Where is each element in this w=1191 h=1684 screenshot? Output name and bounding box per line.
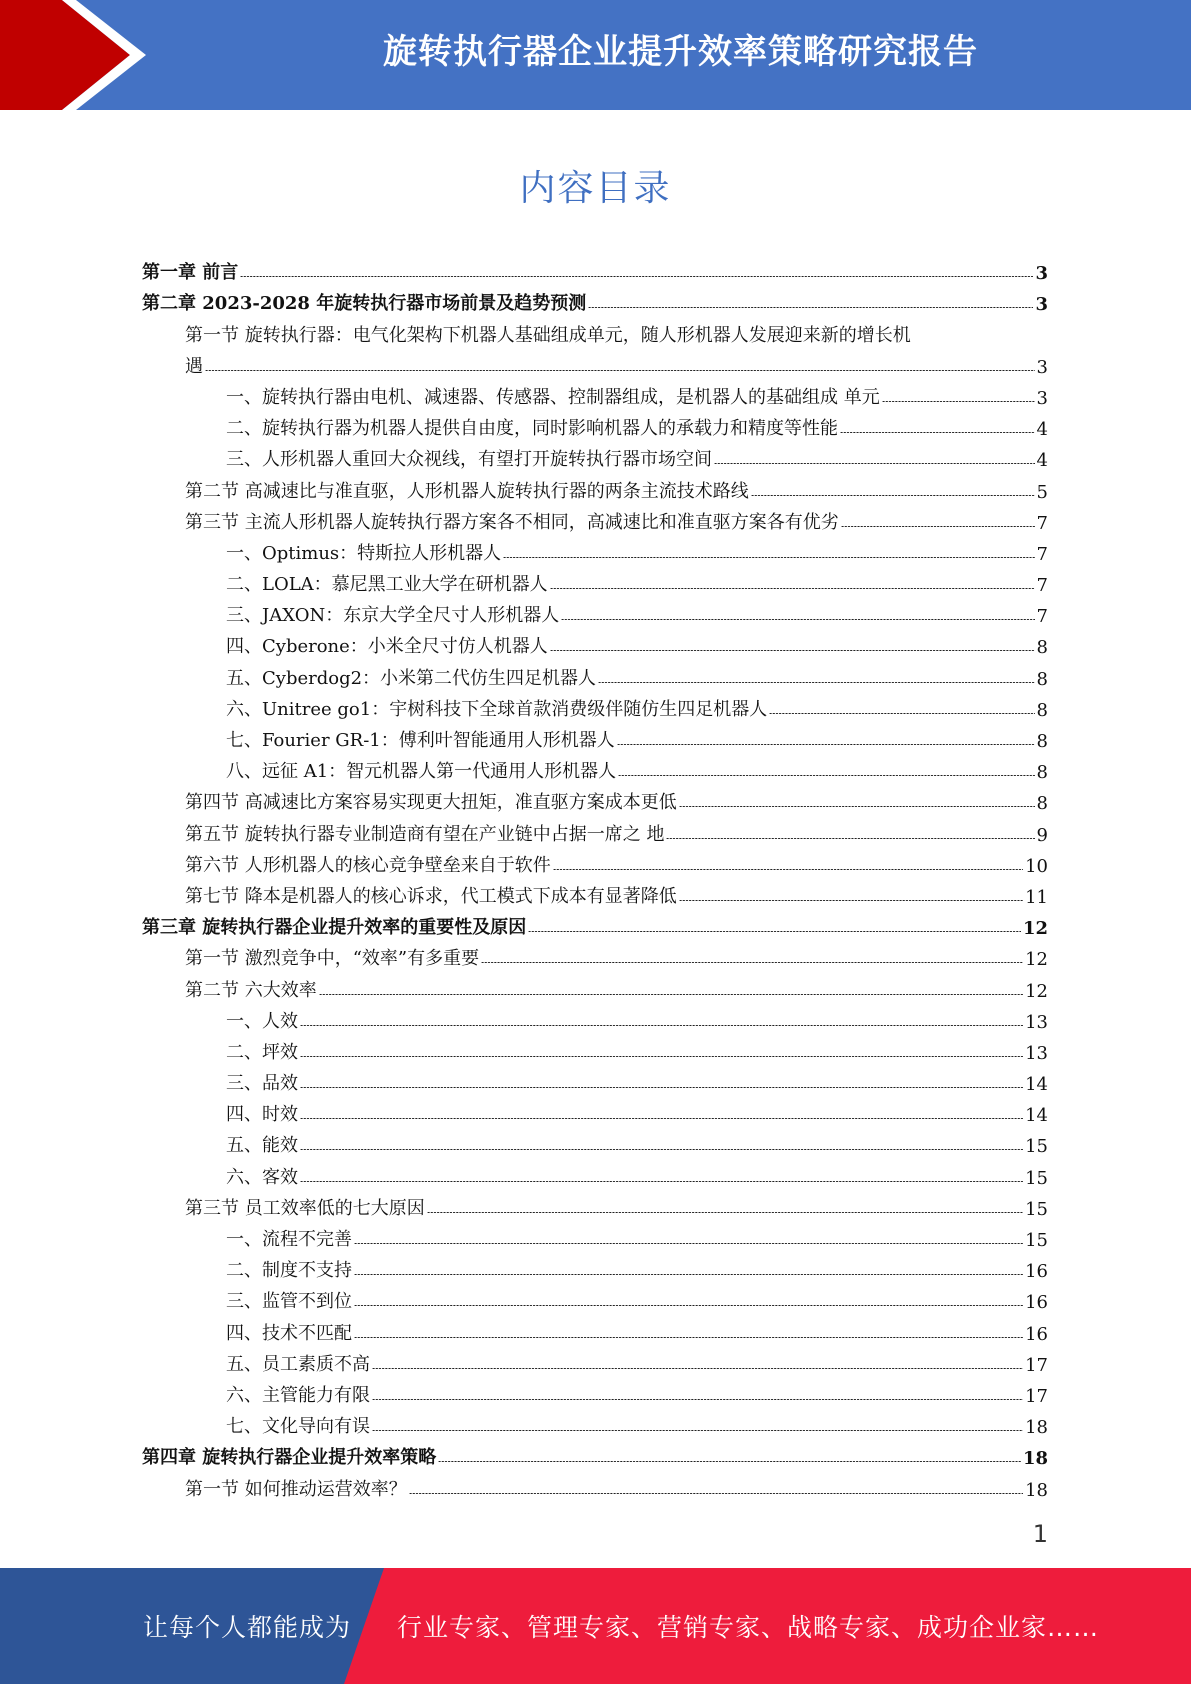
toc-dot-leader: [553, 869, 1023, 870]
toc-entry-page: 15: [1025, 1136, 1048, 1158]
toc-dot-leader: [588, 307, 1033, 308]
toc-entry-row: [142, 284, 1048, 315]
toc-dot-leader: [840, 432, 1035, 433]
toc-entry-text: 第三章 旋转执行器企业提升效率的重要性及原因: [142, 917, 527, 939]
toc-entry-page: 4: [1036, 419, 1048, 441]
toc-entry-page: 17: [1025, 1354, 1048, 1376]
toc-entry-row: [142, 1126, 1048, 1157]
toc-entry-text: 四、Cyberone：小米全尺寸仿人机器人: [226, 636, 548, 658]
toc-entry-page: 14: [1025, 1105, 1048, 1127]
toc-entry[interactable]: [142, 1376, 1048, 1407]
toc-entry-page: 11: [1025, 886, 1048, 908]
toc-dot-leader: [666, 838, 1034, 839]
toc-entry-row: [142, 1220, 1048, 1251]
toc-entry-page: 7: [1036, 512, 1048, 534]
toc-entry-row: [142, 1002, 1048, 1033]
toc-entry-text: 第三节 员工效率低的七大原因: [185, 1197, 425, 1219]
toc-entry-page: 8: [1036, 668, 1048, 690]
toc-entry-row: [142, 658, 1048, 689]
toc-entry-page: 8: [1036, 637, 1048, 659]
toc-entry-row: [142, 814, 1048, 845]
toc-dot-leader: [300, 1025, 1023, 1026]
toc-entry-text: 三、JAXON：东京大学全尺寸人形机器人: [226, 605, 560, 627]
toc-entry-text: 二、坪效: [226, 1041, 298, 1063]
toc-entry-page: 18: [1022, 1448, 1048, 1470]
toc-entry-row: [142, 908, 1048, 939]
toc-entry-page: 4: [1036, 450, 1048, 472]
toc-entry-row: [142, 1313, 1048, 1344]
footer-band: [0, 1568, 1191, 1684]
header-band: [0, 0, 1191, 110]
toc-entry[interactable]: [142, 1251, 1048, 1282]
toc-entry-row: [142, 378, 1048, 409]
toc-entry-text: 七、Fourier GR-1：傅利叶智能通用人形机器人: [226, 730, 615, 751]
toc-entry[interactable]: [142, 752, 1048, 783]
toc-entry[interactable]: [142, 440, 1048, 471]
toc-dot-leader: [372, 1368, 1023, 1369]
toc-entry-text: 第一节 如何推动运营效率？: [185, 1478, 407, 1500]
toc-entry-text: 第四节 高减速比方案容易实现更大扭矩，准直驱方案成本更低: [185, 792, 677, 814]
toc-entry-text: 五、能效: [226, 1135, 298, 1157]
toc-entry-text: 三、监管不到位: [226, 1291, 352, 1313]
toc-entry-page: 16: [1025, 1292, 1048, 1314]
toc-entry-text: 五、员工素质不高: [226, 1353, 370, 1375]
toc-entry[interactable]: [142, 627, 1048, 658]
toc-entry[interactable]: [142, 1126, 1048, 1157]
toc-entry[interactable]: [142, 1282, 1048, 1313]
footer-slogan-left: 让每个人都能成为: [143, 1613, 352, 1642]
toc-dot-leader: [240, 276, 1033, 277]
toc-entry-text: 第二节 六大效率: [185, 979, 317, 1001]
toc-dot-leader: [427, 1212, 1023, 1213]
toc-entry[interactable]: [142, 284, 1048, 315]
toc-entry-text: 六、Unitree go1：宇树科技下全球首款消费级伴随仿生四足机器人: [226, 698, 768, 720]
toc-entry[interactable]: [142, 970, 1048, 1001]
toc-entry-text: 二、LOLA：慕尼黑工业大学在研机器人: [226, 574, 548, 596]
report-title: 旋转执行器企业提升效率策略研究报告: [383, 32, 978, 72]
toc-entry-page: 10: [1025, 855, 1048, 877]
toc-entry-row: [142, 440, 1048, 471]
toc-entry-row: [142, 1033, 1048, 1064]
toc-entry-page: 15: [1025, 1167, 1048, 1189]
header-chevron-icon: [0, 0, 160, 110]
toc-entry-row: [142, 1157, 1048, 1188]
toc-entry-page: 7: [1036, 543, 1048, 565]
toc-entry-text: 四、技术不匹配: [226, 1322, 352, 1344]
toc-dot-leader: [561, 619, 1034, 620]
toc-entry-page: 15: [1025, 1230, 1048, 1251]
toc-dot-leader: [679, 806, 1035, 807]
toc-entry-row: [142, 721, 1048, 752]
toc-entry-text: 第一节 激烈竞争中，“效率”有多重要: [185, 948, 480, 970]
toc-entry-row: [142, 1064, 1048, 1095]
toc-entry[interactable]: [142, 846, 1048, 877]
toc-entry-page: 18: [1025, 1417, 1048, 1439]
toc-dot-leader: [617, 744, 1035, 745]
toc-entry-text: 第四章 旋转执行器企业提升效率策略: [142, 1447, 437, 1469]
toc-entry-page: 8: [1036, 731, 1048, 752]
toc-entry[interactable]: [142, 409, 1048, 440]
toc-entry[interactable]: [142, 471, 1048, 502]
toc-entry-text: 五、Cyberdog2：小米第二代仿生四足机器人: [226, 667, 597, 689]
toc-dot-leader: [751, 495, 1035, 496]
footer-slogan-right: 行业专家、管理专家、营销专家、战略专家、成功企业家……: [397, 1613, 1100, 1642]
toc-entry-row: [142, 596, 1048, 627]
toc-entry-row: [142, 1282, 1048, 1313]
toc-entry-page: 3: [1035, 263, 1048, 285]
toc-entry-text: 四、时效: [226, 1104, 298, 1126]
toc-dot-leader: [354, 1274, 1023, 1275]
toc-entry-row: [142, 503, 1048, 534]
toc-entry-row: [142, 1438, 1048, 1469]
toc-entry-page: 16: [1025, 1261, 1048, 1283]
toc-dot-leader: [550, 588, 1035, 589]
toc-entry-text: 第一章 前言: [142, 262, 239, 284]
toc-entry-text: 八、远征 A1：智元机器人第一代通用人形机器人: [226, 761, 617, 783]
toc-entry[interactable]: [142, 1002, 1048, 1033]
toc-entry-row: [142, 1095, 1048, 1126]
toc-entry[interactable]: [142, 596, 1048, 627]
toc-dot-leader: [618, 775, 1034, 776]
toc-entry[interactable]: [142, 1033, 1048, 1064]
toc-entry-page: 8: [1036, 793, 1048, 815]
toc-entry-row: [142, 1469, 1048, 1500]
toc-entry[interactable]: [142, 378, 1048, 409]
toc-entry-row: [142, 752, 1048, 783]
toc-dot-leader: [769, 713, 1034, 714]
toc-entry-page: 3: [1035, 294, 1048, 316]
toc-entry-page: 12: [1022, 918, 1048, 940]
toc-entry-page: 7: [1036, 575, 1048, 597]
toc-entry[interactable]: [142, 721, 1048, 752]
toc-entry-text: 第五节 旋转执行器专业制造商有望在产业链中占据一席之 地: [185, 823, 665, 845]
toc-dot-leader: [409, 1493, 1023, 1494]
toc-entry-page: 3: [1036, 387, 1048, 409]
toc-entry-page: 12: [1025, 980, 1048, 1002]
toc-dot-leader: [679, 900, 1023, 901]
toc-entry-text: 第七节 降本是机器人的核心诉求，代工模式下成本有显著降低: [185, 885, 677, 907]
toc-entry-page: 15: [1025, 1198, 1048, 1220]
toc-entry[interactable]: [142, 1313, 1048, 1344]
toc-dot-leader: [300, 1118, 1023, 1119]
toc-entry-page: 5: [1036, 481, 1048, 503]
toc-dot-leader: [481, 962, 1023, 963]
toc-entry-row: [142, 877, 1048, 908]
toc-entry[interactable]: [142, 1157, 1048, 1188]
toc-entry[interactable]: [142, 1095, 1048, 1126]
toc-dot-leader: [354, 1337, 1023, 1338]
toc-entry[interactable]: [142, 534, 1048, 565]
toc-entry[interactable]: [142, 1407, 1048, 1438]
toc-entry-text: 第二章 2023-2028 年旋转执行器市场前景及趋势预测: [142, 293, 587, 315]
toc-heading: 内容目录: [519, 168, 672, 209]
toc-dot-leader: [503, 557, 1034, 558]
toc-entry-row: [142, 1251, 1048, 1282]
toc-entry[interactable]: [142, 690, 1048, 721]
toc-dot-leader: [550, 650, 1035, 651]
toc-dot-leader: [372, 1399, 1023, 1400]
toc-entry-page: 14: [1025, 1074, 1048, 1096]
toc-dot-leader: [300, 1181, 1023, 1182]
toc-entry[interactable]: [142, 783, 1048, 814]
toc-entry-row: [142, 690, 1048, 721]
toc-entry-page: 17: [1025, 1385, 1048, 1407]
toc-entry[interactable]: [142, 1469, 1048, 1500]
toc-dot-leader: [300, 1056, 1023, 1057]
toc-entry-row: [142, 1345, 1048, 1376]
toc-entry-page: 16: [1025, 1323, 1048, 1345]
toc-entry-text: 遇: [185, 355, 203, 377]
toc-dot-leader: [319, 994, 1023, 995]
toc-entry-page: 9: [1036, 824, 1048, 846]
toc-entry-text: 一、人效: [226, 1010, 298, 1032]
toc-entry-row: [142, 1376, 1048, 1407]
toc-entry[interactable]: [142, 1189, 1048, 1220]
toc-entry-page: 12: [1025, 949, 1048, 971]
toc-entry[interactable]: [142, 1220, 1048, 1251]
toc-entry-row: [142, 783, 1048, 814]
toc-entry-text: 三、人形机器人重回大众视线，有望打开旋转执行器市场空间: [226, 449, 712, 471]
toc-entry[interactable]: [142, 565, 1048, 596]
toc-entry-row: [142, 939, 1048, 970]
toc-dot-leader: [354, 1243, 1023, 1244]
toc-entry-text: 第二节 高减速比与准直驱，人形机器人旋转执行器的两条主流技术路线: [185, 480, 749, 502]
toc-entry-text: 一、Optimus：特斯拉人形机器人: [226, 542, 502, 564]
toc-entry-row: [142, 347, 1048, 378]
toc-entry-page: 7: [1036, 606, 1048, 628]
toc-dot-leader: [841, 526, 1035, 527]
toc-entry-page: 18: [1025, 1479, 1048, 1501]
toc-entry[interactable]: [142, 658, 1048, 689]
toc-entry[interactable]: [142, 503, 1048, 534]
toc-entry-text-line1: 第一节 旋转执行器：电气化架构下机器人基础组成单元，随人形机器人发展迎来新的增长机: [185, 324, 911, 346]
toc-dot-leader: [882, 401, 1035, 402]
toc-entry-page: 13: [1025, 1042, 1048, 1064]
toc-entry-row: [142, 627, 1048, 658]
page-number: 1: [1032, 1520, 1048, 1548]
toc-entry-text: 三、品效: [226, 1073, 298, 1095]
toc-entry-row: [142, 471, 1048, 502]
toc-entry-row: [142, 846, 1048, 877]
toc-entry-text: 七、文化导向有误: [226, 1416, 370, 1438]
toc-entry-row: [142, 1189, 1048, 1220]
toc-dot-leader: [372, 1430, 1023, 1431]
toc-entry[interactable]: [142, 1345, 1048, 1376]
toc-entry-page: 8: [1036, 699, 1048, 721]
toc-entry-text: 二、旋转执行器为机器人提供自由度，同时影响机器人的承载力和精度等性能: [226, 418, 838, 440]
table-of-contents: [142, 253, 1048, 1501]
toc-entry[interactable]: [142, 253, 1048, 284]
toc-entry-row: [142, 970, 1048, 1001]
toc-entry-text: 一、流程不完善: [226, 1229, 352, 1250]
toc-entry-text: 二、制度不支持: [226, 1260, 352, 1282]
toc-entry[interactable]: [142, 939, 1048, 970]
toc-entry-text: 第三节 主流人形机器人旋转执行器方案各不相同，高减速比和准直驱方案各有优劣: [185, 511, 839, 533]
toc-entry-text: 一、旋转执行器由电机、减速器、传感器、控制器组成，是机器人的基础组成 单元: [226, 386, 880, 408]
toc-entry-row: [142, 409, 1048, 440]
toc-entry-text: 六、客效: [226, 1166, 298, 1188]
toc-entry-row: [142, 1407, 1048, 1438]
toc-entry-page: 3: [1036, 356, 1048, 378]
toc-entry[interactable]: [142, 315, 1048, 377]
toc-dot-leader: [354, 1305, 1023, 1306]
toc-entry[interactable]: [142, 908, 1048, 939]
toc-entry[interactable]: [142, 877, 1048, 908]
toc-entry-page: 8: [1036, 762, 1048, 784]
toc-entry-row: [142, 534, 1048, 565]
toc-entry[interactable]: [142, 1064, 1048, 1095]
toc-dot-leader: [528, 931, 1021, 932]
toc-dot-leader: [205, 370, 1035, 371]
toc-dot-leader: [714, 463, 1035, 464]
toc-entry[interactable]: [142, 814, 1048, 845]
toc-dot-leader: [300, 1087, 1023, 1088]
toc-entry-page: 13: [1025, 1011, 1048, 1033]
toc-entry-row: [142, 253, 1048, 284]
toc-entry-text: 第六节 人形机器人的核心竞争壁垒来自于软件: [185, 854, 551, 876]
toc-dot-leader: [300, 1149, 1023, 1150]
toc-entry-row: [142, 565, 1048, 596]
toc-dot-leader: [438, 1461, 1021, 1462]
toc-dot-leader: [598, 682, 1034, 683]
toc-entry-text: 六、主管能力有限: [226, 1384, 370, 1406]
toc-entry[interactable]: [142, 1438, 1048, 1469]
